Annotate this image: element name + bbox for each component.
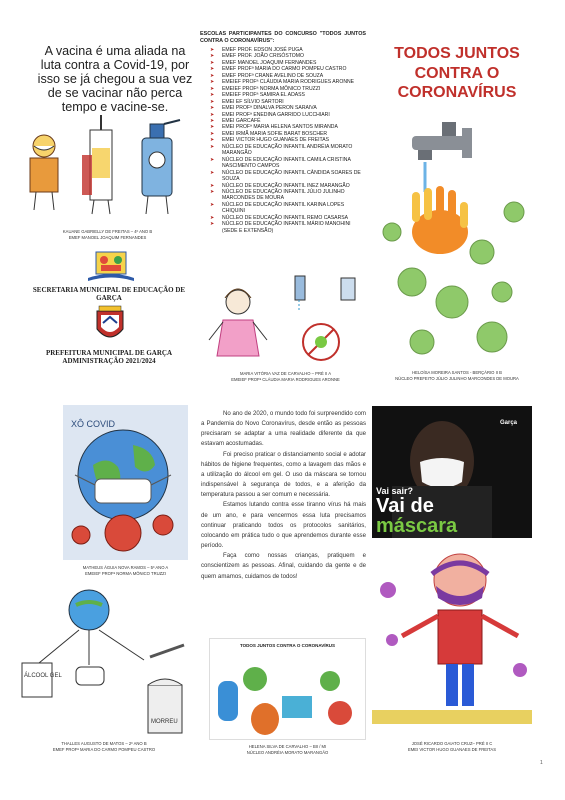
thalles-morreu-label: MORREU	[151, 719, 178, 725]
helena-art-shapes	[210, 651, 365, 741]
caption-kauane-name: KAUANE GABRIELLY DE FREITAS – 4º ANO B	[62, 229, 153, 234]
kauane-drawing	[20, 110, 195, 225]
poster-brand: Garça	[500, 420, 518, 426]
school-item: ➤ EMEF PROFª CRANE AVELINO DE SOUZA	[200, 73, 366, 79]
school-item: ➤ NÚCLEO DE EDUCAÇÃO INFANTIL KARINA LOPES CHIQUINI	[200, 202, 366, 215]
school-item: ➤ EMEI IRMÃ MARIA SOFIE BARAT BOSCHER	[200, 131, 366, 137]
school-item: ➤ EMEI PROFª DINALVA PERON SARAIVA	[200, 105, 366, 111]
prefeitura-title	[20, 349, 198, 365]
school-item: ➤ EMEF PROF. JOÃO CRISÓSTOMO	[200, 53, 366, 59]
school-item: ➤ EMEI VICTOR HUGO GUANAES DE FREITAS	[200, 137, 366, 143]
poster-question: Vai sair?	[376, 486, 414, 496]
caption-thalles-school: EMEF PROFª MARIA DO CARMO POMPEU CASTRO	[52, 747, 156, 752]
caption-jose-name: JOSÉ RICARDO GAIATO CRUZ– PRÉ II C	[411, 741, 493, 746]
thalles-alcool-label: ÁLCOOL GEL	[24, 673, 62, 679]
school-item: ➤ EMEF PROF. EDSON JOSÉ PUGA	[200, 47, 366, 53]
school-item: ➤ NÚCLEO DE EDUCAÇÃO INFANTIL ANDRÉIA MORATO MARANGÃO	[200, 144, 366, 157]
page-title: TODOS JUNTOS CONTRA O CORONAVÍRUS	[394, 45, 520, 101]
caption-matheus-school: EMEIEF PROFª NORMA MÔNICO TRUZZI	[85, 571, 166, 576]
story-paragraph: Faça como nossas crianças, pratiquem e conscientizem as pessoas. Afinal, cuidando da gente e de quem amamos, cuidamos de todos!	[201, 552, 366, 580]
school-item: ➤ NÚCLEO DE EDUCAÇÃO INFANTIL CÂNDIDA SOARES DE SOUZA	[200, 170, 366, 183]
caption-heloisa-school: NÚCLEO PREFEITO JÚLIO JULINHO MARCONDES DE MOURA	[395, 376, 519, 381]
maria-drawing	[203, 270, 368, 368]
school-item: ➤ NÚCLEO DE EDUCAÇÃO INFANTIL JÚLIO JULINHO MARCONDES DE MOURA	[200, 189, 366, 202]
story-paragraph: Foi preciso praticar o distanciamento social e adotar hábitos de higiene frequentes, como a lavagem das mãos e a utilização do álcool em gel. O uso da máscara se tornou indispensável à segurança de todos, e a aferição da temperatura passou a ser comum e necessária.	[201, 450, 366, 499]
story-text	[201, 409, 366, 582]
story-paragraph: Estamos lutando contra esse tiranno vírus há mais de um ano, e para vencermos essa luta precisamos continuar praticando todos os protocolos sanitários, colocando em prática tudo o que aprendemos durante esse período.	[201, 501, 366, 550]
school-item: ➤ NÚCLEO DE EDUCAÇÃO INFANTIL REMO CASARSA	[200, 215, 366, 221]
education-logo	[86, 248, 136, 282]
caption-maria-name: MARIA VITÓRIA VAZ DE CARVALHO – PRÉ II A	[240, 371, 331, 376]
school-item: ➤ NÚCLEO DE EDUCAÇÃO INFANTIL CAMILA CRISTINA NASCIMENTO CAMPOS	[200, 157, 366, 170]
poster-line2: máscara	[376, 515, 458, 537]
city-coat-of-arms	[93, 305, 127, 347]
caption-maria-school: EMEIEF PROFª CLÁUDIA MARIA RODRIGUES ARONNE	[231, 377, 340, 382]
schools-list	[200, 47, 366, 234]
caption-heloisa-name: HELOÍSA MOREIRA SANTOS - BERÇÁRIO II B	[412, 370, 502, 375]
schools-heading: ESCOLAS PARTICIPANTES DO CONCURSO "TODOS JUNTOS CONTRA O CORONAVÍRUS":	[200, 31, 366, 44]
caption-thalles-name: THALLES AUGUSTO DE MATOS – 2º ANO B	[61, 741, 147, 746]
school-item: ➤ EMEF PROFª MARIA DO CARMO POMPEU CASTRO	[200, 66, 366, 72]
caption-jose-school: EMEI VICTOR HUGO GUANAES DE FREITAS	[407, 747, 497, 752]
matheus-art-text: XÔ COVID	[71, 419, 116, 429]
caption-helena-school: NÚCLEO ANDRÉIA MORATO MARANGÃO	[246, 750, 329, 755]
helena-art-title: TODOS JUNTOS CONTRA O CORONAVÍRUS	[239, 643, 336, 648]
school-item: ➤ EMEIEF PROFª CLÁUDIA MARIA RODRIGUES ARONNE	[200, 79, 366, 85]
story-paragraph: No ano de 2020, o mundo todo foi surpreendido com a Pandemia do Novo Coronavírus, desde então as pessoas precisaram se adaptar a uma realidade diferente da que estavam acostumadas.	[201, 410, 366, 448]
thalles-drawing	[14, 585, 194, 735]
helena-drawing	[209, 638, 366, 740]
jose-drawing	[372, 550, 532, 735]
school-item: ➤ EMEI PROFª ENEDINA GARRIDO LUCCHIARI	[200, 112, 366, 118]
school-item: ➤ EMEIEF PROFª SAMIRA EL ADASS	[200, 92, 366, 98]
school-item: ➤ EMEI GARCAFÉ	[200, 118, 366, 124]
vaccine-slogan: A vacina é uma aliada na luta contra a Covid-19, por isso se já chegou a sua vez de se vacinar não perca tempo e vacine-se.	[37, 44, 193, 114]
school-item: ➤ EMEIEF PROFª NORMA MÔNICO TRUZZI	[200, 86, 366, 92]
school-item: ➤ EMEI EF SÍLVIO SARTORI	[200, 99, 366, 105]
prefeitura-name: PREFEITURA MUNICIPAL DE GARÇA	[45, 349, 173, 357]
caption-helena-name: HELENA SILVA DE CARVALHO – BII / MI	[248, 744, 327, 749]
page-number: 1	[540, 760, 543, 766]
school-item: ➤ EMEI PROFª MARIA HELENA SANTOS MIRANDA	[200, 124, 366, 130]
prefeitura-administration: ADMINISTRAÇÃO 2021/2024	[62, 357, 156, 365]
secretaria-title: SECRETARIA MUNICIPAL DE EDUCAÇÃO DE GARÇA	[32, 286, 186, 302]
matheus-drawing	[63, 405, 188, 560]
caption-kauane-school: EMEF MANOEL JOAQUIM FERNANDES	[68, 235, 147, 240]
school-item: ➤ NÚCLEO DE EDUCAÇÃO INFANTIL MÁRIO MANOHINI (SEDE E EXTENSÃO)	[200, 221, 366, 234]
poster-line1: Vai de	[376, 495, 434, 517]
caption-matheus-name: MATHEUS ÁGUIA NOVA RAMOS – 5º ANO A	[82, 565, 169, 570]
mask-campaign-poster	[372, 406, 532, 538]
school-item: ➤ EMEF MANOEL JOAQUIM FERNANDES	[200, 60, 366, 66]
heloisa-drawing	[382, 122, 532, 362]
school-item: ➤ NÚCLEO DE EDUCAÇÃO INFANTIL INEZ MARANGÃO	[200, 183, 366, 189]
